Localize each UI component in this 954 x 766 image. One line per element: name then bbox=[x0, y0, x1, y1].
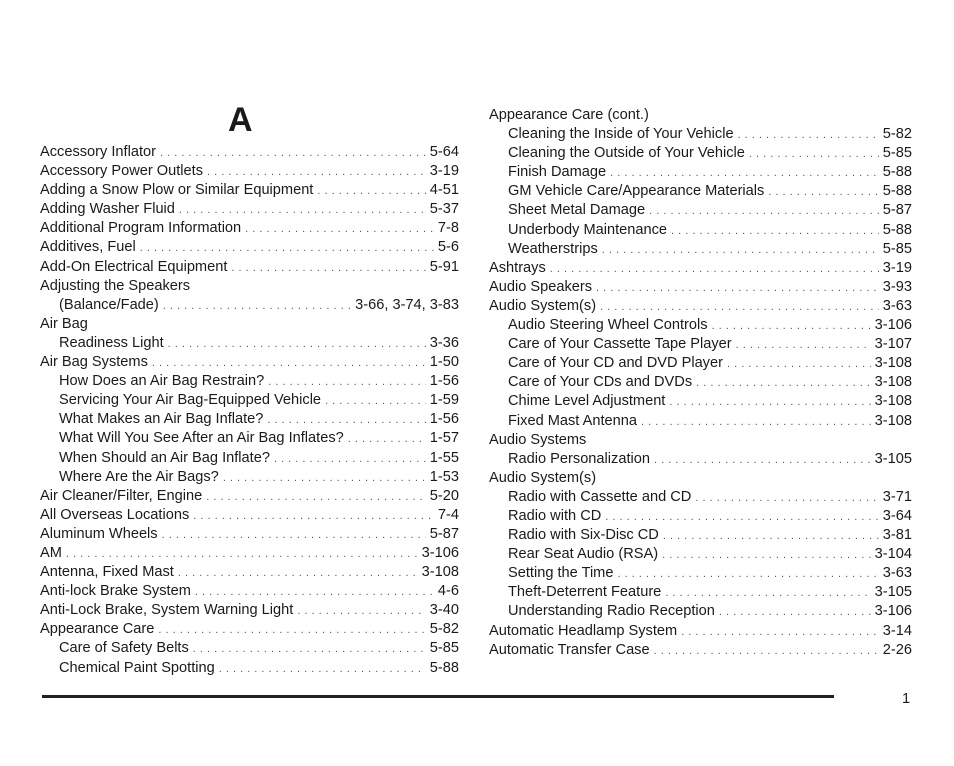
dot-leader bbox=[662, 546, 871, 565]
entry-page-ref: 5-82 bbox=[882, 126, 912, 143]
dot-leader bbox=[649, 202, 879, 221]
entry-page-ref: 1-56 bbox=[429, 373, 459, 390]
dot-leader bbox=[600, 298, 879, 317]
entry-page-ref: 3-71 bbox=[882, 488, 912, 505]
dot-leader bbox=[195, 583, 434, 602]
dot-leader bbox=[671, 222, 879, 241]
entry-term: What Makes an Air Bag Inflate? bbox=[59, 411, 264, 428]
index-subentry bbox=[489, 583, 912, 602]
dot-leader bbox=[219, 660, 426, 679]
dot-leader bbox=[654, 642, 879, 661]
dot-leader bbox=[348, 430, 426, 449]
section-letter-heading: A bbox=[228, 101, 253, 139]
index-entry bbox=[489, 469, 912, 488]
dot-leader bbox=[317, 182, 425, 201]
entry-page-ref: 3-108 bbox=[874, 374, 912, 391]
entry-term: Air Bag bbox=[40, 315, 88, 332]
dot-leader bbox=[140, 239, 434, 258]
index-subentry bbox=[40, 468, 459, 487]
index-entry bbox=[40, 238, 459, 257]
dot-leader bbox=[749, 145, 879, 164]
dot-leader bbox=[605, 508, 879, 527]
dot-leader bbox=[695, 489, 878, 508]
index-entry bbox=[40, 181, 459, 200]
entry-page-ref: 1-53 bbox=[429, 468, 459, 485]
index-subentry bbox=[489, 412, 912, 431]
index-entry bbox=[489, 259, 912, 278]
entry-term: Adding Washer Fluid bbox=[40, 201, 175, 218]
entry-page-ref: 5-85 bbox=[882, 145, 912, 162]
index-entry bbox=[40, 582, 459, 601]
index-entry bbox=[489, 106, 912, 125]
index-subentry bbox=[40, 639, 459, 658]
entry-term: Adjusting the Speakers bbox=[40, 277, 191, 294]
index-entry bbox=[40, 544, 459, 563]
entry-page-ref: 5-88 bbox=[882, 221, 912, 238]
index-entry bbox=[40, 219, 459, 238]
entry-term: Cleaning the Inside of Your Vehicle bbox=[508, 126, 734, 143]
dot-leader bbox=[596, 279, 879, 298]
entry-term: Audio System(s) bbox=[489, 469, 597, 486]
index-entry bbox=[40, 563, 459, 582]
entry-term: Air Bag Systems bbox=[40, 354, 148, 371]
entry-page-ref: 5-87 bbox=[429, 525, 459, 542]
entry-page-ref: 3-108 bbox=[421, 564, 459, 581]
dot-leader bbox=[206, 488, 426, 507]
entry-term: Chime Level Adjustment bbox=[508, 393, 666, 410]
dot-leader bbox=[768, 183, 878, 202]
entry-term: Sheet Metal Damage bbox=[508, 202, 646, 219]
entry-page-ref: 3-40 bbox=[429, 602, 459, 619]
dot-leader bbox=[550, 260, 879, 279]
dot-leader bbox=[179, 201, 426, 220]
entry-term: Care of Safety Belts bbox=[59, 640, 189, 657]
index-subentry bbox=[40, 429, 459, 448]
entry-page-ref: 3-19 bbox=[429, 163, 459, 180]
entry-term: Chemical Paint Spotting bbox=[59, 659, 215, 676]
index-entry bbox=[489, 278, 912, 297]
entry-term: Accessory Inflator bbox=[40, 144, 156, 160]
entry-term: Care of Your CD and DVD Player bbox=[508, 355, 723, 372]
entry-page-ref: 1-56 bbox=[429, 411, 459, 428]
entry-page-ref: 5-88 bbox=[882, 183, 912, 200]
dot-leader bbox=[602, 241, 879, 260]
entry-term: Fixed Mast Antenna bbox=[508, 412, 637, 429]
entry-term: Ashtrays bbox=[489, 259, 546, 276]
entry-page-ref: 3-106 bbox=[421, 544, 459, 561]
dot-leader bbox=[274, 450, 426, 469]
entry-page-ref: 1-55 bbox=[429, 449, 459, 466]
entry-term: Where Are the Air Bags? bbox=[59, 468, 219, 485]
index-subentry bbox=[489, 564, 912, 583]
dot-leader bbox=[712, 317, 871, 336]
entry-term: Accessory Power Outlets bbox=[40, 163, 204, 180]
dot-leader bbox=[193, 640, 426, 659]
index-subentry bbox=[489, 602, 912, 621]
dot-leader bbox=[610, 164, 879, 183]
dot-leader bbox=[245, 220, 434, 239]
dot-leader bbox=[168, 335, 426, 354]
entry-page-ref: 5-64 bbox=[429, 144, 459, 160]
entry-page-ref: 2-26 bbox=[882, 641, 912, 658]
entry-page-ref: 1-59 bbox=[429, 392, 459, 409]
dot-leader bbox=[160, 144, 426, 163]
index-subentry bbox=[489, 526, 912, 545]
entry-term: Audio Speakers bbox=[489, 278, 593, 295]
entry-page-ref: 3-104 bbox=[874, 546, 912, 563]
entry-term: Setting the Time bbox=[508, 565, 614, 582]
entry-term: Adding a Snow Plow or Similar Equipment bbox=[40, 182, 314, 199]
index-subentry bbox=[489, 507, 912, 526]
index-subentry bbox=[40, 659, 459, 678]
index-subentry bbox=[40, 391, 459, 410]
entry-term: Audio Steering Wheel Controls bbox=[508, 317, 708, 334]
entry-page-ref: 5-88 bbox=[882, 164, 912, 181]
entry-term: Weatherstrips bbox=[508, 240, 598, 257]
dot-leader bbox=[193, 507, 434, 526]
entry-page-ref: 4-51 bbox=[429, 182, 459, 199]
dot-leader bbox=[669, 393, 870, 412]
index-subentry bbox=[489, 221, 912, 240]
dot-leader bbox=[719, 603, 871, 622]
index-entry bbox=[489, 431, 912, 450]
entry-page-ref: 5-87 bbox=[882, 202, 912, 219]
dot-leader bbox=[207, 163, 426, 182]
entry-page-ref: 3-93 bbox=[882, 278, 912, 295]
dot-leader bbox=[158, 621, 425, 640]
entry-term: Additives, Fuel bbox=[40, 239, 136, 256]
entry-page-ref: 3-108 bbox=[874, 355, 912, 372]
index-subentry bbox=[489, 201, 912, 220]
index-subentry bbox=[489, 240, 912, 259]
entry-term: All Overseas Locations bbox=[40, 506, 190, 523]
index-subentry bbox=[489, 488, 912, 507]
index-entry bbox=[40, 162, 459, 181]
entry-page-ref: 1-50 bbox=[429, 354, 459, 371]
dot-leader bbox=[178, 564, 418, 583]
entry-page-ref: 3-108 bbox=[874, 412, 912, 429]
entry-term: Servicing Your Air Bag-Equipped Vehicle bbox=[59, 392, 322, 409]
index-subentry bbox=[40, 334, 459, 353]
entry-page-ref: 3-14 bbox=[882, 622, 912, 639]
index-subentry bbox=[489, 316, 912, 335]
entry-term: Radio Personalization bbox=[508, 450, 650, 467]
dot-leader bbox=[736, 336, 871, 355]
entry-term: When Should an Air Bag Inflate? bbox=[59, 449, 270, 466]
dot-leader bbox=[162, 526, 426, 545]
index-entry bbox=[40, 353, 459, 372]
entry-term: Radio with CD bbox=[508, 507, 602, 524]
entry-term: Appearance Care bbox=[40, 621, 155, 638]
entry-term: Understanding Radio Reception bbox=[508, 603, 715, 620]
entry-term: Care of Your CDs and DVDs bbox=[508, 374, 693, 391]
index-subentry bbox=[489, 144, 912, 163]
index-entry bbox=[40, 143, 459, 162]
entry-page-ref: 3-81 bbox=[882, 527, 912, 544]
entry-term: Readiness Light bbox=[59, 334, 164, 351]
entry-page-ref: 1-57 bbox=[429, 430, 459, 447]
index-subentry bbox=[40, 296, 459, 315]
dot-leader bbox=[727, 355, 871, 374]
entry-term: Theft-Deterrent Feature bbox=[508, 584, 662, 601]
dot-leader bbox=[223, 469, 426, 488]
index-entry bbox=[489, 641, 912, 660]
dot-leader bbox=[66, 545, 418, 564]
index-subentry bbox=[489, 125, 912, 144]
entry-page-ref: 5-91 bbox=[429, 258, 459, 275]
index-entry bbox=[40, 506, 459, 525]
index-subentry bbox=[489, 163, 912, 182]
entry-term: Finish Damage bbox=[508, 164, 607, 181]
entry-term: How Does an Air Bag Restrain? bbox=[59, 373, 265, 390]
entry-page-ref: 3-36 bbox=[429, 334, 459, 351]
entry-page-ref: 3-63 bbox=[882, 565, 912, 582]
entry-term: Cleaning the Outside of Your Vehicle bbox=[508, 145, 745, 162]
entry-term: Add-On Electrical Equipment bbox=[40, 258, 228, 275]
entry-page-ref: 5-37 bbox=[429, 201, 459, 218]
entry-page-ref: 7-4 bbox=[437, 506, 459, 523]
index-subentry bbox=[489, 545, 912, 564]
entry-term: AM bbox=[40, 544, 62, 561]
index-entry bbox=[40, 620, 459, 639]
dot-leader bbox=[696, 374, 871, 393]
entry-term: Audio System(s) bbox=[489, 297, 597, 314]
entry-term: Antenna, Fixed Mast bbox=[40, 564, 174, 581]
entry-page-ref: 5-85 bbox=[882, 240, 912, 257]
dot-leader bbox=[663, 527, 879, 546]
dot-leader bbox=[325, 392, 426, 411]
entry-page-ref: 5-88 bbox=[429, 659, 459, 676]
index-entry bbox=[40, 487, 459, 506]
entry-page-ref: 3-64 bbox=[882, 507, 912, 524]
dot-leader bbox=[163, 297, 351, 316]
entry-term: Rear Seat Audio (RSA) bbox=[508, 546, 659, 563]
entry-page-ref: 3-66, 3-74, 3-83 bbox=[355, 296, 459, 313]
entry-page-ref: 5-82 bbox=[429, 621, 459, 638]
entry-term: Radio with Cassette and CD bbox=[508, 488, 692, 505]
entry-page-ref: 4-6 bbox=[437, 583, 459, 600]
entry-page-ref: 3-105 bbox=[874, 450, 912, 467]
entry-term: Anti-Lock Brake, System Warning Light bbox=[40, 602, 294, 619]
entry-term: Radio with Six-Disc CD bbox=[508, 527, 659, 544]
entry-term: Underbody Maintenance bbox=[508, 221, 668, 238]
index-entry bbox=[489, 622, 912, 641]
footer-rule bbox=[42, 695, 834, 698]
index-subentry bbox=[489, 450, 912, 469]
entry-term: What Will You See After an Air Bag Inflates? bbox=[59, 430, 344, 447]
dot-leader bbox=[267, 411, 425, 430]
dot-leader bbox=[738, 126, 879, 145]
index-subentry bbox=[40, 449, 459, 468]
entry-page-ref: 3-108 bbox=[874, 393, 912, 410]
entry-page-ref: 3-19 bbox=[882, 259, 912, 276]
entry-term: Air Cleaner/Filter, Engine bbox=[40, 487, 203, 504]
entry-term: Anti-lock Brake System bbox=[40, 583, 191, 600]
entry-page-ref: 3-63 bbox=[882, 297, 912, 314]
entry-term: GM Vehicle Care/Appearance Materials bbox=[508, 183, 765, 200]
index-column-left bbox=[40, 143, 459, 678]
entry-term: Aluminum Wheels bbox=[40, 525, 158, 542]
index-entry bbox=[40, 525, 459, 544]
dot-leader bbox=[268, 373, 426, 392]
index-subentry bbox=[489, 373, 912, 392]
entry-page-ref: 5-85 bbox=[429, 640, 459, 657]
entry-term: Automatic Transfer Case bbox=[489, 641, 650, 658]
entry-term: (Balance/Fade) bbox=[59, 296, 159, 313]
index-subentry bbox=[40, 410, 459, 429]
entry-term: Automatic Headlamp System bbox=[489, 622, 678, 639]
entry-term: Care of Your Cassette Tape Player bbox=[508, 336, 732, 353]
index-subentry bbox=[489, 182, 912, 201]
entry-page-ref: 7-8 bbox=[437, 220, 459, 237]
entry-page-ref: 5-20 bbox=[429, 487, 459, 504]
dot-leader bbox=[617, 565, 878, 584]
entry-page-ref: 3-107 bbox=[874, 336, 912, 353]
index-subentry bbox=[489, 335, 912, 354]
page-number: 1 bbox=[902, 691, 911, 707]
entry-page-ref: 3-105 bbox=[874, 584, 912, 601]
entry-page-ref: 3-106 bbox=[874, 603, 912, 620]
index-subentry bbox=[489, 392, 912, 411]
dot-leader bbox=[665, 584, 870, 603]
index-entry bbox=[489, 297, 912, 316]
entry-term: Appearance Care (cont.) bbox=[489, 107, 649, 123]
index-entry bbox=[40, 277, 459, 296]
entry-page-ref: 5-6 bbox=[437, 239, 459, 256]
dot-leader bbox=[681, 623, 879, 642]
index-entry bbox=[40, 258, 459, 277]
index-entry bbox=[40, 200, 459, 219]
index-entry bbox=[40, 315, 459, 334]
dot-leader bbox=[654, 451, 871, 470]
dot-leader bbox=[641, 413, 871, 432]
entry-term: Audio Systems bbox=[489, 431, 587, 448]
dot-leader bbox=[231, 259, 425, 278]
index-column-right bbox=[489, 106, 912, 660]
entry-term: Additional Program Information bbox=[40, 220, 242, 237]
index-subentry bbox=[40, 372, 459, 391]
dot-leader bbox=[152, 354, 426, 373]
entry-page-ref: 3-106 bbox=[874, 317, 912, 334]
dot-leader bbox=[297, 602, 425, 621]
index-subentry bbox=[489, 354, 912, 373]
index-entry bbox=[40, 601, 459, 620]
